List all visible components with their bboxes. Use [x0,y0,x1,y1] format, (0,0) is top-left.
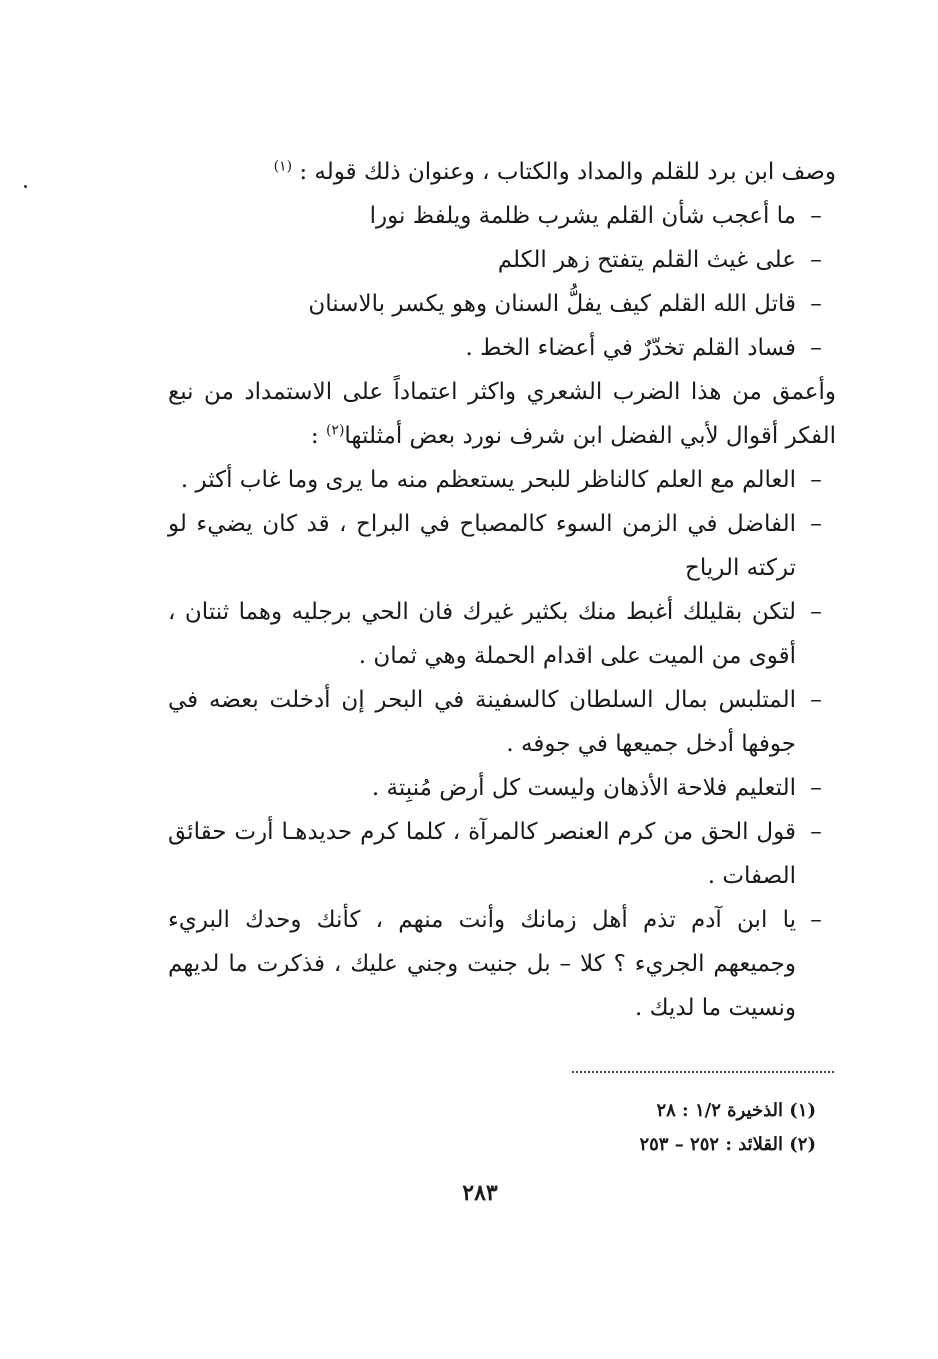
saying-item [168,898,836,1030]
saying-item [168,458,836,502]
quote-text: فساد القلم تخدّرٌ في أعضاء الخط . [465,335,796,361]
second-paragraph [168,370,836,458]
bullet-dash: – [810,819,822,845]
second-paragraph-colon: : [310,423,326,449]
saying-item [168,766,836,810]
bullet-dash: – [810,291,822,317]
footnote-divider [572,1071,834,1073]
bullet-dash: – [810,511,822,537]
saying-text: العالم مع العلم كالناظر للبحر يستعظم منه ما يرى وما غاب أكثر . [180,467,796,493]
bullet-dash: – [810,467,822,493]
bullet-dash: – [810,247,822,273]
saying-item [168,678,836,766]
bullet-dash: – [810,599,822,625]
saying-item [168,502,836,590]
quote-item [168,326,836,370]
quote-item [168,194,836,238]
saying-text: المتلبس بمال السلطان كالسفينة في البحر إن أدخلت بعضه في جوفها أدخل جميعها في جوفه . [168,687,796,757]
saying-text: يا ابن آدم تذم أهل زمانك وأنت منهم ، كأنك وحدك البريء وجميعهم الجريء ؟ كلا – بل جنيت وجني عليك ، فذكرت ما لديهم ونسيت ما لديك . [168,907,796,1021]
bullet-dash: – [810,203,822,229]
footnote-ref-1[interactable]: (١) [273,158,293,175]
quote-item [168,282,836,326]
saying-text: قول الحق من كرم العنصر كالمرآة ، كلما كرم حديدهـا أرت حقائق الصفات . [168,819,796,889]
bullet-dash: – [810,775,822,801]
main-text [168,150,836,1030]
second-paragraph-text: وأعمق من هذا الضرب الشعري واكثر اعتماداً على الاستمداد من نبع الفكر أقوال لأبي الفضل ابن شرف نورد بعض أمثلتها [168,379,836,449]
footnotes [470,1094,816,1162]
saying-item [168,590,836,678]
bullet-dash: – [810,907,822,933]
saying-text: التعليم فلاحة الأذهان وليست كل أرض مُنبِتة . [371,775,796,801]
quote-text: قاتل الله القلم كيف يفلُّ السنان وهو يكسر بالاسنان [308,291,796,317]
footnote-1: (١) الذخيرة ١/٢ : ٢٨ [656,1100,816,1121]
bullet-dash: – [810,335,822,361]
quote-text: على غيث القلم يتفتح زهر الكلم [497,247,796,273]
page-number: ٢٨٣ [462,1180,498,1206]
scan-speck [24,185,27,188]
intro-paragraph [168,150,836,194]
saying-text: لتكن بقليلك أغبط منك بكثير غيرك فان الحي برجليه وهما ثنتان ، أقوى من الميت على اقدام الحملة وهي ثمان . [168,599,796,669]
saying-text: الفاضل في الزمن السوء كالمصباح في البراح ، قد كان يضيء لو تركته الرياح [168,511,796,581]
footnote-2: (٢) القلائد : ٢٥٢ – ٢٥٣ [639,1134,816,1155]
quote-item [168,238,836,282]
saying-item [168,810,836,898]
quote-text: ما أعجب شأن القلم يشرب ظلمة ويلفظ نورا [369,203,796,229]
footnote-ref-2[interactable]: (٢) [325,422,345,439]
bullet-dash: – [810,687,822,713]
intro-text: وصف ابن برد للقلم والمداد والكتاب ، وعنوان ذلك قوله : [299,159,836,185]
